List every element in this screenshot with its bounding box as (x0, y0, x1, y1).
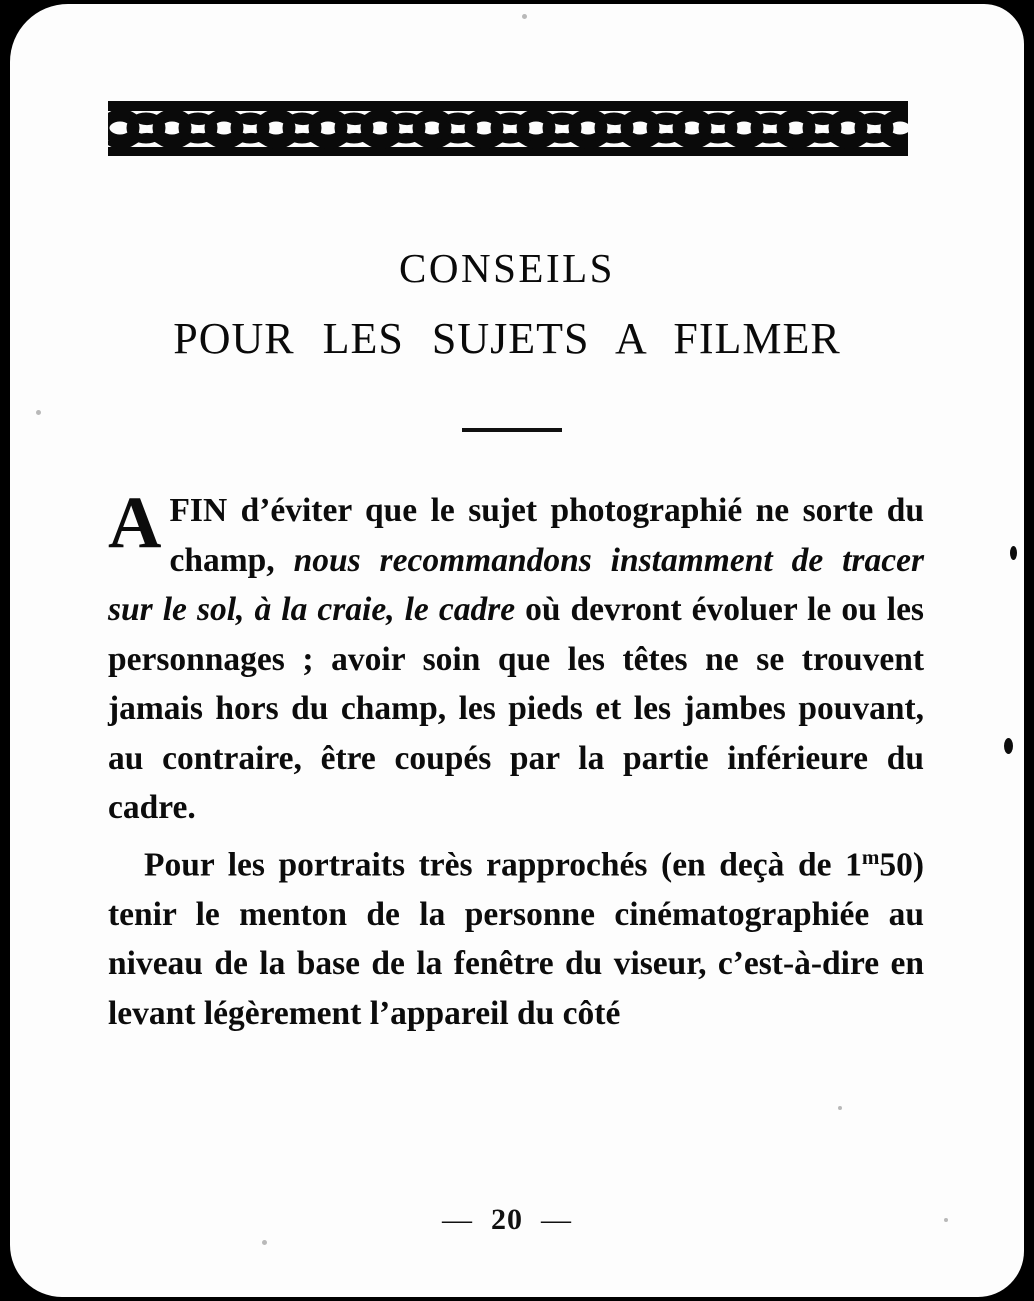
decorative-chain-rule-icon (108, 95, 908, 163)
paragraph-1-run-3: où devront évoluer le ou les personnages ; avoir soin que les têtes ne se trouvent jamais hors du champ, les pieds et les jambes pouvant, au contraire, être coupés par la partie inférieure du cadre. (108, 591, 924, 826)
paragraph-1 (108, 482, 924, 833)
scan-speckle-4 (838, 1106, 842, 1110)
folio-dash-right: — (541, 1203, 572, 1236)
drop-cap: A (108, 482, 162, 564)
paragraph-2-run-2: 50) tenir le menton de la personne cinématographiée au niveau de la base de la fenêtre du viseur, c’est-à-dire en levant légèrement l’appareil du côté (108, 846, 924, 1032)
paragraph-2-superscript: m (861, 844, 880, 869)
scan-speckle-1 (522, 14, 527, 19)
paragraph-1-run-1: FIN d’éviter que le sujet photographié ne sorte du champ, (169, 492, 924, 579)
page-title-line-1: CONSEILS (399, 245, 615, 291)
page-title-line-2: POUR LES SUJETS A FILMER (173, 314, 841, 363)
title-divider (462, 428, 562, 432)
scan-artifact-edge-dot-1 (1010, 546, 1017, 560)
paragraph-2-run-1: Pour les portraits très rapprochés (en deçà de 1 (144, 846, 862, 884)
page-title (0, 245, 1014, 363)
page-folio (0, 1203, 1014, 1237)
scan-speckle-3 (262, 1240, 267, 1245)
paragraph-2 (108, 833, 924, 1039)
scan-artifact-edge-dot-2 (1004, 738, 1013, 754)
scan-speckle-5 (944, 1218, 948, 1222)
body-text (108, 482, 924, 1038)
folio-number: 20 (491, 1203, 523, 1236)
paragraph-1-italic-run: nous recommandons instamment de tracer sur le sol, à la craie, le cadre (108, 541, 924, 628)
scan-speckle-2 (36, 410, 41, 415)
folio-dash-left: — (442, 1203, 473, 1236)
